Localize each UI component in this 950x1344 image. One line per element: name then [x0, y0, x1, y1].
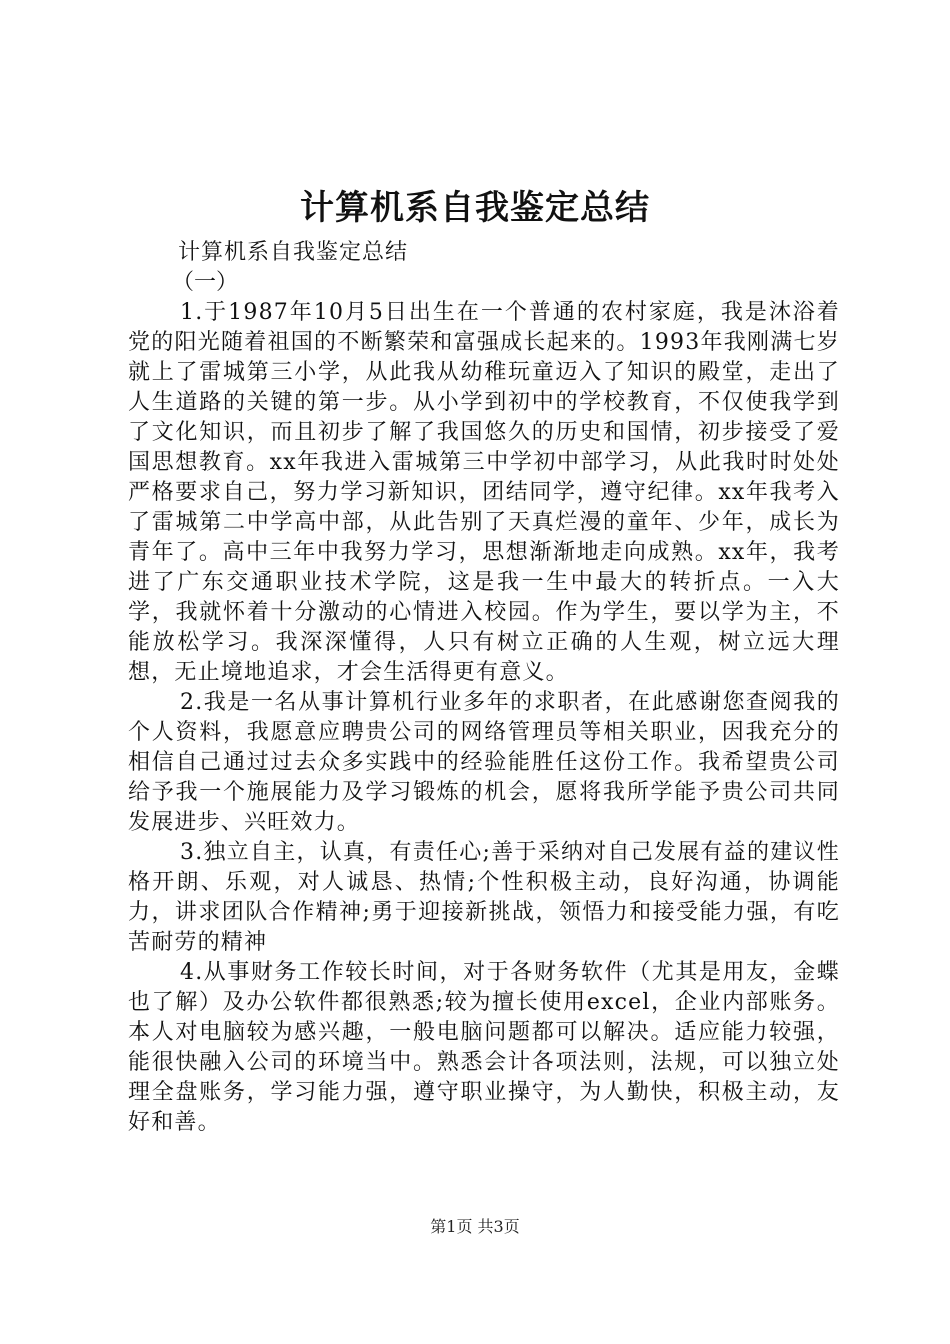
- paragraph-4: 4.从事财务工作较长时间，对于各财务软件（尤其是用友，金蝶也了解）及办公软件都很熟悉;较为擅长使用excel，企业内部账务。本人对电脑较为感兴趣，一般电脑问题都可以解决。适应能力较强，能很快融入公司的环境当中。熟悉会计各项法则，法规，可以独立处理全盘账务，学习能力强，遵守职业操守，为人勤快，积极主动，友好和善。: [128, 960, 840, 1135]
- paragraph-3: 3.独立自主，认真，有责任心;善于采纳对自己发展有益的建议性格开朗、乐观，对人诚恳、热情;个性积极主动，良好沟通，协调能力，讲求团队合作精神;勇于迎接新挑战，领悟力和接受能力强，有吃苦耐劳的精神: [128, 840, 840, 955]
- page-footer: 第1页 共3页: [430, 1217, 520, 1236]
- paragraph-2: 2.我是一名从事计算机行业多年的求职者，在此感谢您查阅我的个人资料，我愿意应聘贵公司的网络管理员等相关职业，因我充分的相信自己通过过去众多实践中的经验能胜任这份工作。我希望贵公司给予我一个施展能力及学习锻炼的机会，愿将我所学能予贵公司共同发展进步、兴旺效力。: [128, 690, 840, 835]
- paragraph-1: 1.于1987年10月5日出生在一个普通的农村家庭，我是沐浴着党的阳光随着祖国的不断繁荣和富强成长起来的。1993年我刚满七岁就上了雷城第三小学，从此我从幼稚玩童迈入了知识的殿堂，走出了人生道路的关键的第一步。从小学到初中的学校教育，不仅使我学到了文化知识，而且初步了解了我国悠久的历史和国情，初步接受了爱国思想教育。xx年我进入雷城第三中学初中部学习，从此我时时处处严格要求自己，努力学习新知识，团结同学，遵守纪律。xx年我考入了雷城第二中学高中部，从此告别了天真烂漫的童年、少年，成长为青年了。高中三年中我努力学习，思想渐渐地走向成熟。xx年，我考进了广东交通职业技术学院，这是我一生中最大的转折点。一入大学，我就怀着十分激动的心情进入校园。作为学生，要以学为主，不能放松学习。我深深懂得，人只有树立正确的人生观，树立远大理想，无止境地追求，才会生活得更有意义。: [128, 300, 840, 685]
- document-subtitle: 计算机系自我鉴定总结: [178, 240, 409, 265]
- document-body: [128, 238, 840, 1138]
- page-title: 计算机系自我鉴定总结: [300, 188, 650, 228]
- section-heading: （一）: [172, 270, 239, 295]
